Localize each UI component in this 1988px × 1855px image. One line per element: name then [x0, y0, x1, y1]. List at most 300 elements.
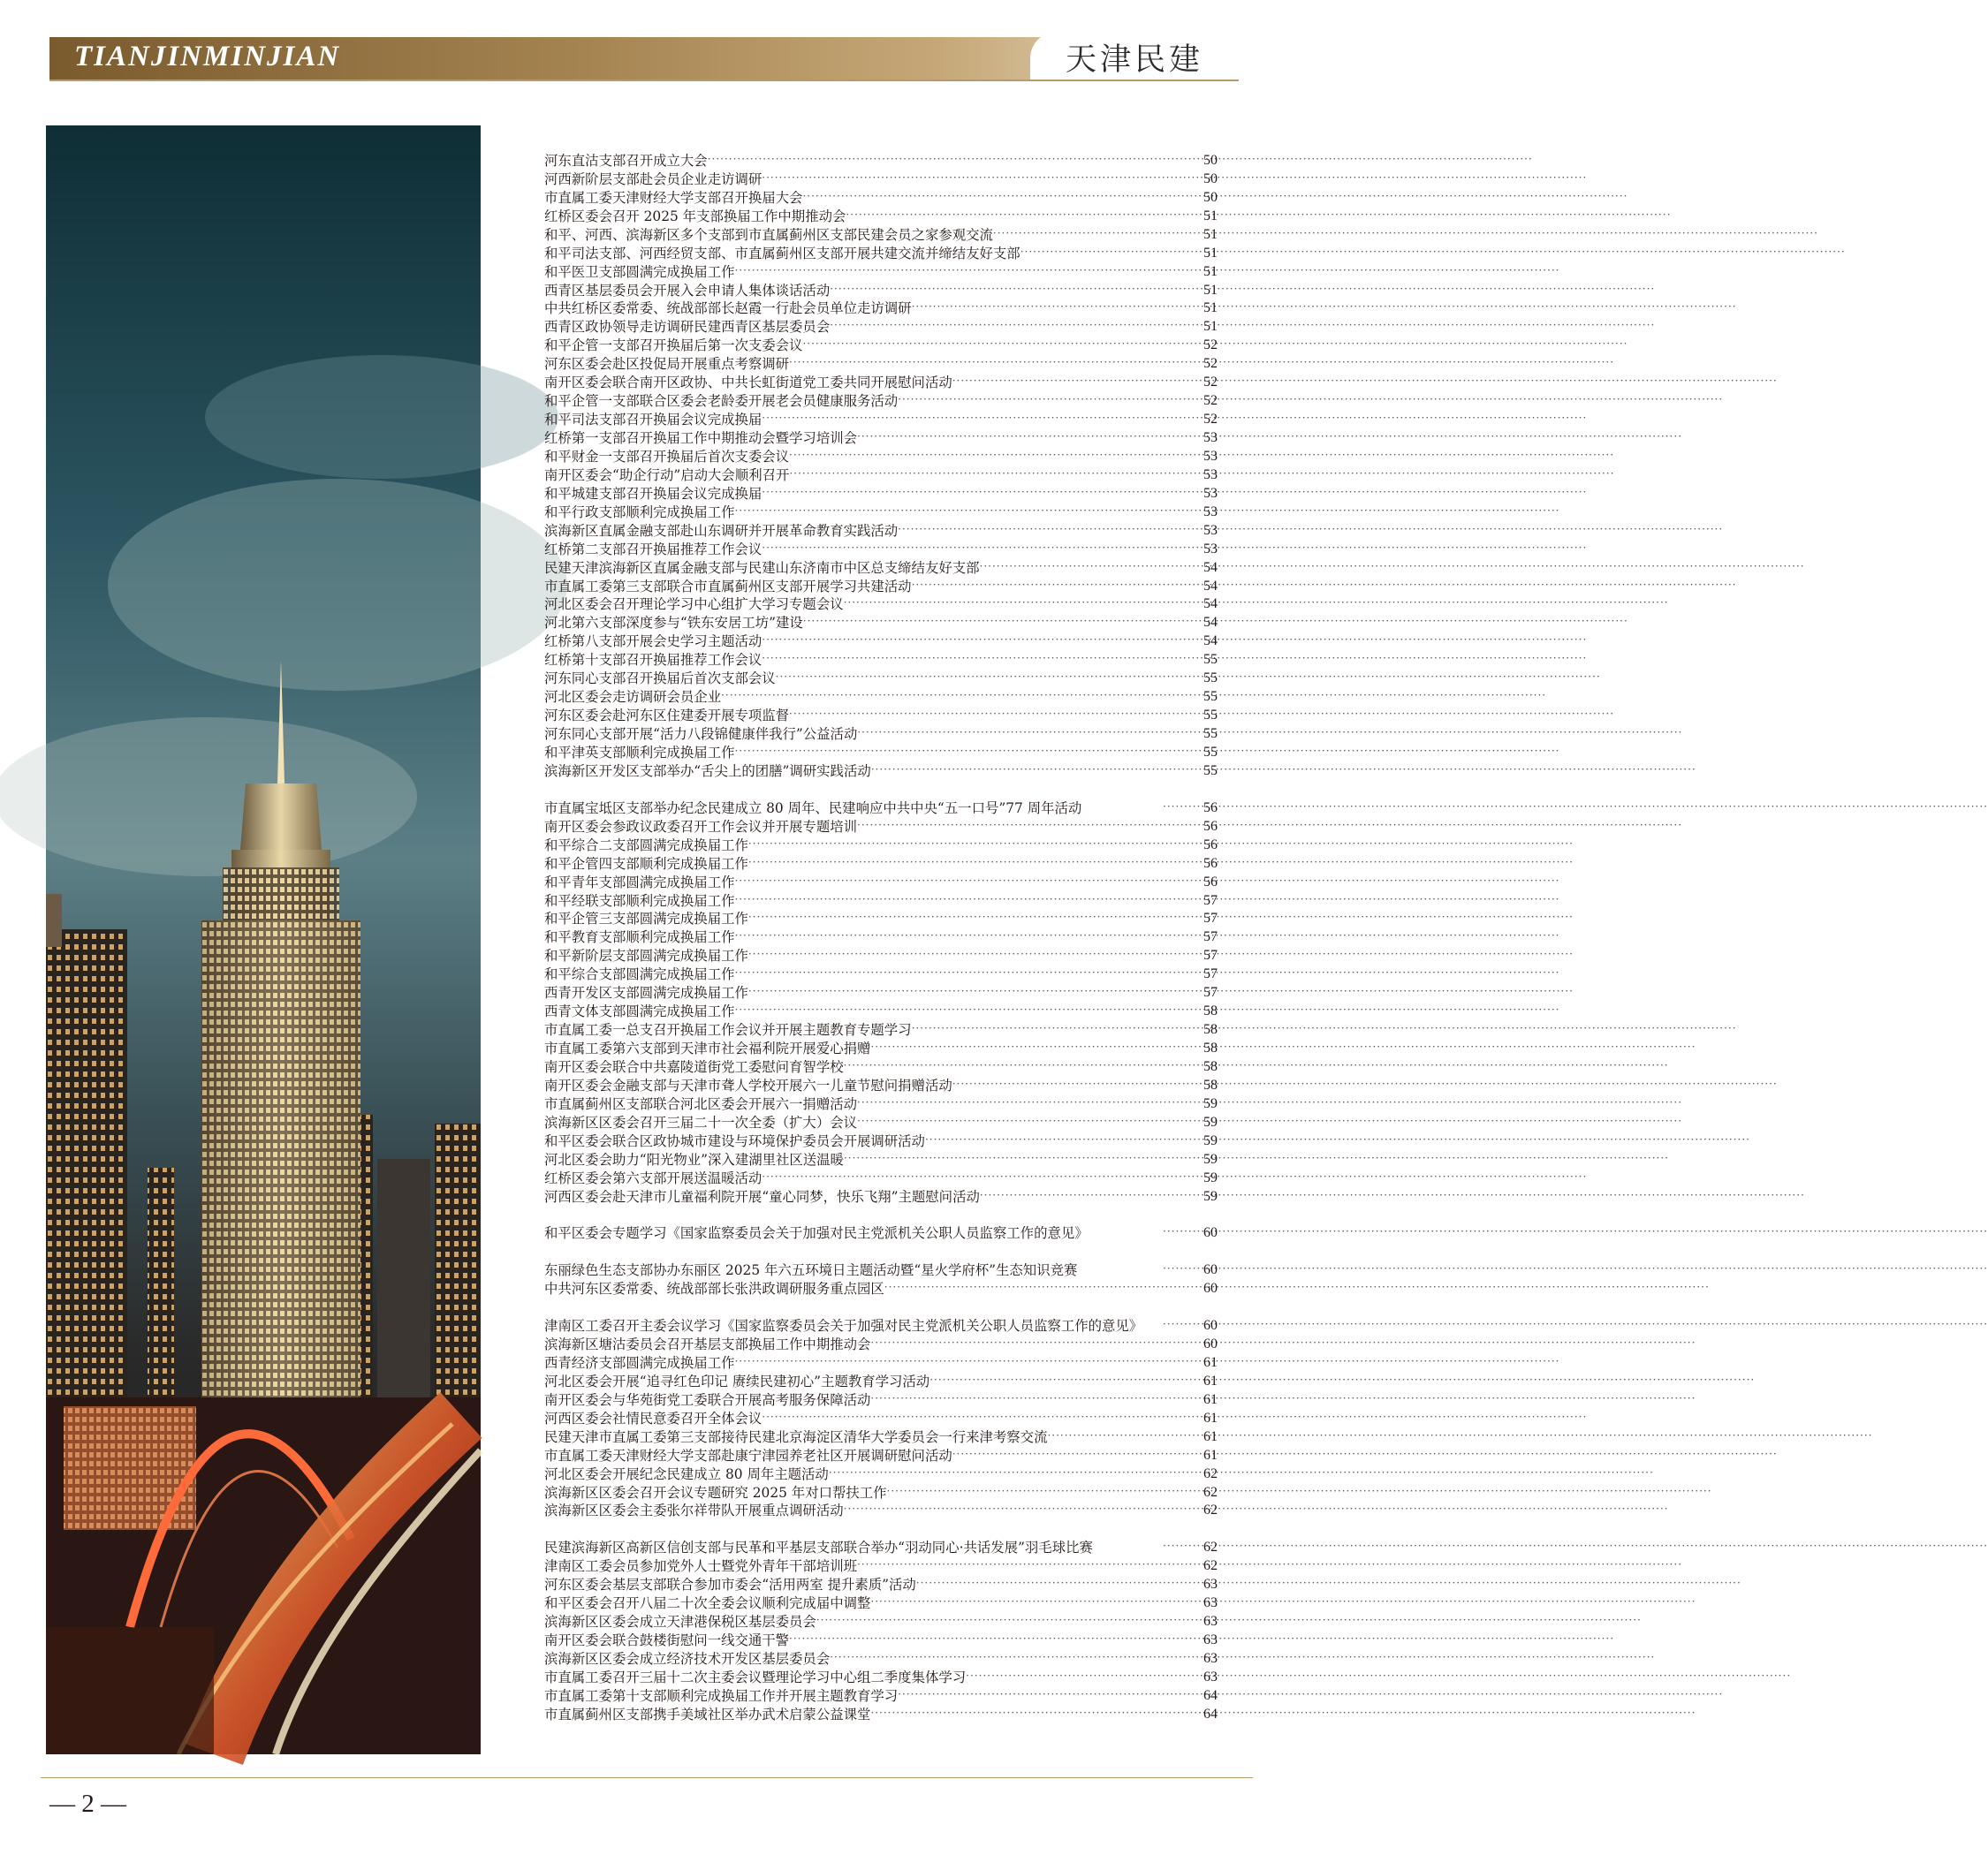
toc-entry[interactable]: [544, 855, 1218, 874]
toc-leader-dots: [789, 353, 1195, 374]
toc-entry[interactable]: [544, 1410, 1218, 1428]
toc-entry-page: 51: [1203, 282, 1218, 298]
toc-entry-page: 52: [1203, 356, 1218, 372]
toc-entry-page: 64: [1203, 1706, 1218, 1722]
toc-leader-dots: [734, 1001, 1195, 1021]
toc-entry[interactable]: [544, 1077, 1218, 1095]
toc-leader-dots: [844, 1149, 1195, 1170]
toc-entry-page: 58: [1203, 1077, 1218, 1093]
toc-leader-dots: [830, 1648, 1195, 1669]
toc-leader-dots: [870, 1389, 1195, 1410]
toc-entry[interactable]: [544, 910, 1218, 928]
toc-entry-title: 市直属工委天津财经大学支部召开换届大会: [544, 189, 803, 206]
toc-entry[interactable]: [544, 429, 1218, 448]
toc-leader-dots: [734, 742, 1195, 762]
toc-entry-page: 55: [1203, 726, 1218, 742]
toc-entry[interactable]: [544, 1040, 1218, 1058]
toc-leader-dots: [844, 1500, 1195, 1520]
toc-leader-dots: [952, 1075, 1195, 1095]
toc-entry-title: 滨海新区开发区支部举办“舌尖上的团膳”调研实践活动: [544, 762, 871, 779]
toc-leader-dots: [912, 298, 1195, 318]
toc-leader-dots: [776, 668, 1195, 688]
toc-leader-dots: [734, 964, 1195, 984]
toc-entry[interactable]: [544, 1095, 1218, 1114]
city-night-skyline-image: [46, 125, 481, 1754]
toc-entry[interactable]: [544, 632, 1218, 651]
toc-entry-page: 62: [1203, 1558, 1218, 1574]
toc-entry-title: 和平区委会联合区政协城市建设与环境保护委员会开展调研活动: [544, 1132, 925, 1149]
toc-entry-title: 西青开发区支部圆满完成换届工作: [544, 985, 748, 1002]
toc-entry-page: 63: [1203, 1632, 1218, 1648]
toc-entry-page: 59: [1203, 1095, 1218, 1111]
toc-entry[interactable]: [544, 1114, 1218, 1132]
toc-entry-page: 55: [1203, 670, 1218, 686]
toc-entry[interactable]: [544, 318, 1218, 337]
toc-entry-title: 西青区政协领导走访调研民建西青区基层委员会: [544, 319, 831, 336]
footer-rule: [41, 1777, 1253, 1778]
toc-entry-page: 50: [1203, 170, 1218, 186]
toc-entry[interactable]: [544, 1336, 1218, 1354]
toc-entry-title: 和平综合支部圆满完成换届工作: [544, 966, 735, 983]
toc-entry-title: 民建天津市直属工委第三支部接待民建北京海淀区清华大学委员会一行来津考察交流: [544, 1428, 1048, 1445]
toc-entry-title: 和平新阶层支部圆满完成换届工作: [544, 948, 748, 965]
toc-entry-title: 和平司法支部召开换届会议完成换届: [544, 412, 763, 428]
toc-entry[interactable]: [544, 1021, 1218, 1040]
toc-entry[interactable]: [544, 1594, 1218, 1613]
toc-entry-title: 河东区委会赴区投促局开展重点考察调研: [544, 356, 790, 373]
toc-entry-title: 河西区委会赴天津市儿童福利院开展“童心同梦，快乐飞翔”主题慰问活动: [544, 1188, 980, 1205]
toc-entry-title: 和平企管四支部顺利完成换届工作: [544, 855, 748, 872]
toc-entry[interactable]: [544, 984, 1218, 1003]
toc-entry-title: 市直属蓟州区支部联合河北区委会开展六一捐赠活动: [544, 1095, 857, 1112]
toc-entry-title: 西青区基层委员会开展入会申请人集体谈话活动: [544, 282, 831, 299]
toc-leader-dots: [762, 169, 1195, 189]
toc-entry[interactable]: [544, 725, 1218, 744]
toc-leader-dots: [1021, 243, 1195, 263]
toc-entry-page: 55: [1203, 762, 1218, 778]
toc-leader-dots: [748, 835, 1195, 855]
toc-entry[interactable]: [544, 374, 1218, 392]
toc-leader-dots: [1047, 1427, 1195, 1447]
toc-leader-dots: [1163, 1315, 1195, 1336]
toc-entry[interactable]: [544, 300, 1218, 319]
toc-entry-page: 57: [1203, 911, 1218, 927]
toc-entry-title: 河北区委会开展“追寻红色印记 赓续民建初心”主题教育学习活动: [544, 1373, 930, 1389]
toc-entry-page: 51: [1203, 245, 1218, 261]
toc-entry[interactable]: [544, 448, 1218, 466]
toc-leader-dots: [952, 372, 1195, 392]
toc-entry-title: 红桥区委会召开 2025 年支部换届工作中期推动会: [544, 208, 846, 224]
toc-entry[interactable]: [544, 170, 1218, 189]
toc-entry-title: 市直属工委第六支部到天津市社会福利院开展爱心捐赠: [544, 1041, 871, 1056]
toc-leader-dots: [829, 1464, 1195, 1484]
toc-entry-page: 56: [1203, 818, 1218, 834]
toc-entry-title: 滨海新区塘沽委员会召开基层支部换届工作中期推动会: [544, 1336, 871, 1353]
toc-entry[interactable]: [544, 874, 1218, 892]
toc-entry-title: 市直属工委第十支部顺利完成换届工作并开展主题教育学习: [544, 1687, 899, 1704]
toc-entry[interactable]: [544, 226, 1218, 245]
header-chinese-title: 天津民建: [1065, 42, 1203, 78]
toc-entry[interactable]: [544, 1280, 1218, 1298]
toc-entry[interactable]: [544, 1132, 1218, 1151]
toc-entry-title: 和平综合二支部圆满完成换届工作: [544, 837, 748, 853]
toc-entry-page: 58: [1203, 1058, 1218, 1074]
toc-entry[interactable]: [544, 1151, 1218, 1170]
toc-entry[interactable]: [544, 1557, 1218, 1576]
toc-entry[interactable]: [544, 1650, 1218, 1669]
toc-entry-title: 市直属工委天津财经大学支部赴康宁津园养老社区开展调研慰问活动: [544, 1447, 952, 1464]
toc-leader-dots: [803, 612, 1195, 632]
toc-leader-dots: [762, 1408, 1195, 1428]
toc-entry-page: 55: [1203, 744, 1218, 760]
toc-entry-title: 和平、河西、滨海新区多个支部到市直属蓟州区支部民建会员之家参观交流: [544, 226, 993, 243]
table-of-contents: [544, 152, 1218, 1724]
toc-entry-title: 津南区工委会员参加党外人士暨党外青年干部培训班: [544, 1558, 857, 1575]
toc-leader-dots: [844, 1056, 1195, 1077]
toc-leader-dots: [1163, 1537, 1195, 1557]
toc-entry-page: 59: [1203, 1170, 1218, 1185]
toc-entry-title: 南开区委会联合南开区政协、中共长虹街道党工委共同开展慰问活动: [544, 375, 952, 391]
toc-leader-dots: [1163, 1223, 1195, 1243]
toc-entry-page: 50: [1203, 189, 1218, 205]
toc-entry[interactable]: [544, 837, 1218, 855]
toc-entry[interactable]: [544, 596, 1218, 615]
toc-entry[interactable]: [544, 1687, 1218, 1706]
toc-leader-dots: [734, 261, 1195, 282]
toc-leader-dots: [1163, 1260, 1195, 1280]
toc-leader-dots: [887, 1482, 1195, 1503]
toc-entry-page: 57: [1203, 966, 1218, 982]
toc-entry-page: 60: [1203, 1336, 1218, 1352]
toc-leader-dots: [857, 723, 1195, 744]
toc-leader-dots: [762, 631, 1195, 651]
toc-entry[interactable]: [544, 670, 1218, 688]
toc-entry-title: 市直属工委召开三届十二次主委会议暨理论学习中心组二季度集体学习: [544, 1669, 967, 1685]
toc-entry-title: 红桥第十支部召开换届推荐工作会议: [544, 652, 763, 669]
toc-entry-page: 52: [1203, 337, 1218, 353]
toc-leader-dots: [721, 686, 1195, 707]
toc-entry[interactable]: [544, 1613, 1218, 1632]
toc-leader-dots: [857, 1112, 1195, 1132]
toc-entry-title: 市直属宝坻区支部举办纪念民建成立 80 周年、民建响应中共中央“五一口号”77 周年活动: [544, 799, 1082, 816]
toc-entry-title: 河东区委会基层支部联合参加市委会“活用两室 提升素质”活动: [544, 1577, 916, 1594]
toc-entry-page: 62: [1203, 1465, 1218, 1481]
toc-entry[interactable]: [544, 1669, 1218, 1687]
toc-entry[interactable]: [544, 1503, 1218, 1521]
toc-entry[interactable]: [544, 245, 1218, 263]
toc-entry-page: 61: [1203, 1354, 1218, 1370]
toc-entry[interactable]: [544, 189, 1218, 208]
toc-entry-page: 57: [1203, 892, 1218, 908]
toc-entry-page: 61: [1203, 1410, 1218, 1426]
toc-leader-dots: [762, 1168, 1195, 1188]
toc-entry[interactable]: [544, 781, 1218, 818]
toc-entry-title: 中共河东区委常委、统战部部长张洪政调研服务重点园区: [544, 1281, 884, 1298]
toc-entry[interactable]: [544, 1170, 1218, 1188]
toc-entry-title: 和平区委会召开八届二十次全委会议顺利完成届中调整: [544, 1595, 871, 1612]
toc-entry[interactable]: [544, 337, 1218, 355]
toc-entry[interactable]: [544, 504, 1218, 522]
toc-leader-dots: [789, 465, 1195, 485]
toc-entry-page: 58: [1203, 1022, 1218, 1038]
toc-leader-dots: [857, 816, 1195, 837]
header-latin-title: TIANJINMINJIAN: [74, 41, 341, 72]
toc-entry[interactable]: [544, 1206, 1218, 1243]
toc-entry[interactable]: [544, 559, 1218, 578]
toc-entry-title: 和平企管一支部联合区委会老龄委开展老会员健康服务活动: [544, 393, 899, 410]
toc-leader-dots: [980, 1186, 1195, 1207]
toc-entry[interactable]: [544, 947, 1218, 965]
toc-leader-dots: [952, 1445, 1195, 1465]
toc-entry-title: 红桥第八支部开展会史学习主题活动: [544, 633, 763, 650]
toc-entry-page: 56: [1203, 799, 1218, 815]
toc-entry[interactable]: [544, 522, 1218, 541]
toc-entry[interactable]: [544, 282, 1218, 300]
toc-entry-page: 60: [1203, 1262, 1218, 1278]
toc-entry[interactable]: [544, 892, 1218, 911]
toc-entry-page: 62: [1203, 1540, 1218, 1556]
toc-leader-dots: [762, 409, 1195, 429]
toc-entry-page: 60: [1203, 1225, 1218, 1241]
toc-leader-dots: [830, 316, 1195, 337]
toc-entry-title: 滨海新区区委会成立经济技术开发区基层委员会: [544, 1651, 831, 1667]
toc-entry-page: 59: [1203, 1188, 1218, 1204]
toc-entry-page: 54: [1203, 596, 1218, 612]
toc-entry-title: 南开区委会金融支部与天津市聋人学校开展六一儿童节慰问捐赠活动: [544, 1077, 952, 1094]
toc-leader-dots: [802, 335, 1195, 355]
toc-leader-dots: [966, 1667, 1195, 1687]
toc-entry-title: 河东同心支部召开换届后首次支部会议: [544, 670, 776, 687]
page-number: — 2 —: [49, 1790, 126, 1818]
toc-entry-page: 59: [1203, 1151, 1218, 1167]
toc-entry-title: 南开区委会参政议政委召开工作会议并开展专题培训: [544, 818, 857, 835]
toc-entry-page: 57: [1203, 985, 1218, 1001]
toc-entry-page: 53: [1203, 504, 1218, 519]
toc-entry-page: 61: [1203, 1391, 1218, 1407]
toc-leader-dots: [912, 576, 1195, 596]
toc-entry-title: 滨海新区区委会召开三届二十一次全委（扩大）会议: [544, 1114, 857, 1131]
toc-entry-title: 和平区委会专题学习《国家监察委员会关于加强对民主党派机关公职人员监察工作的意见》: [544, 1225, 1089, 1242]
toc-leader-dots: [870, 1593, 1195, 1613]
toc-entry[interactable]: [544, 818, 1218, 837]
toc-entry[interactable]: [544, 762, 1218, 781]
toc-entry-page: 54: [1203, 578, 1218, 594]
toc-leader-dots: [708, 150, 1195, 170]
toc-entry[interactable]: [544, 1188, 1218, 1207]
toc-entry-title: 河北区委会开展纪念民建成立 80 周年主题活动: [544, 1465, 829, 1482]
toc-entry[interactable]: [544, 1243, 1218, 1280]
toc-entry-title: 市直属蓟州区支部携手美域社区举办武术启蒙公益课堂: [544, 1706, 871, 1722]
toc-entry-page: 57: [1203, 948, 1218, 964]
toc-leader-dots: [734, 502, 1195, 522]
toc-entry-page: 55: [1203, 708, 1218, 723]
toc-entry-page: 51: [1203, 300, 1218, 316]
toc-leader-dots: [871, 761, 1195, 781]
toc-entry-page: 56: [1203, 874, 1218, 890]
toc-entry-title: 红桥第一支部召开换届工作中期推动会暨学习培训会: [544, 430, 857, 447]
toc-entry-page: 53: [1203, 522, 1218, 538]
toc-entry-title: 民建滨海新区高新区信创支部与民革和平基层支部联合举办“羽动同心·共话发展”羽毛球比赛: [544, 1540, 1093, 1556]
toc-entry[interactable]: [544, 355, 1218, 374]
toc-entry[interactable]: [544, 744, 1218, 762]
toc-entry[interactable]: [544, 1465, 1218, 1484]
toc-leader-dots: [857, 1556, 1195, 1576]
toc-entry-page: 55: [1203, 689, 1218, 705]
toc-entry-page: 63: [1203, 1577, 1218, 1593]
toc-entry-title: 和平青年支部圆满完成换届工作: [544, 874, 735, 890]
toc-leader-dots: [789, 705, 1195, 725]
toc-entry[interactable]: [544, 1576, 1218, 1594]
toc-entry[interactable]: [544, 1520, 1218, 1557]
toc-entry-title: 河北区委会走访调研会员企业: [544, 689, 722, 706]
toc-entry-page: 58: [1203, 1041, 1218, 1056]
toc-entry-title: 和平津英支部顺利完成换届工作: [544, 744, 735, 761]
toc-entry[interactable]: [544, 485, 1218, 504]
toc-entry-title: 市直属工委第三支部联合市直属蓟州区支部开展学习共建活动: [544, 578, 912, 594]
header-rule: [49, 80, 1239, 81]
toc-entry[interactable]: [544, 965, 1218, 984]
toc-entry-title: 河西区委会社情民意委召开全体会议: [544, 1410, 763, 1427]
toc-entry-page: 53: [1203, 448, 1218, 464]
toc-entry-page: 51: [1203, 263, 1218, 279]
toc-entry-page: 60: [1203, 1318, 1218, 1334]
toc-leader-dots: [734, 927, 1195, 947]
toc-entry-page: 63: [1203, 1595, 1218, 1611]
toc-entry-title: 西青经济支部圆满完成换届工作: [544, 1354, 735, 1371]
toc-entry-title: 南开区委会与华苑街党工委联合开展高考服务保障活动: [544, 1391, 871, 1408]
toc-entry-page: 53: [1203, 541, 1218, 556]
toc-leader-dots: [748, 853, 1195, 874]
toc-entry-page: 57: [1203, 929, 1218, 945]
toc-entry-page: 59: [1203, 1132, 1218, 1148]
toc-leader-dots: [1163, 798, 1195, 818]
toc-entry-page: 61: [1203, 1373, 1218, 1389]
toc-entry[interactable]: [544, 1632, 1218, 1650]
toc-entry[interactable]: [544, 208, 1218, 226]
toc-entry-page: 53: [1203, 485, 1218, 501]
toc-leader-dots: [762, 483, 1195, 504]
toc-leader-dots: [930, 1371, 1195, 1391]
toc-entry[interactable]: [544, 1354, 1218, 1373]
toc-leader-dots: [734, 1352, 1195, 1373]
toc-entry[interactable]: [544, 1298, 1218, 1336]
toc-entry-title: 滨海新区区委会主委张尔祥带队开展重点调研活动: [544, 1503, 844, 1519]
toc-entry-title: 南开区委会联合鼓楼街慰问一线交通干警: [544, 1632, 790, 1649]
toc-entry-page: 54: [1203, 633, 1218, 649]
toc-leader-dots: [916, 1574, 1195, 1594]
toc-leader-dots: [870, 1038, 1195, 1058]
toc-entry[interactable]: [544, 1373, 1218, 1391]
toc-entry[interactable]: [544, 614, 1218, 632]
toc-leader-dots: [898, 1685, 1195, 1706]
toc-entry-page: 64: [1203, 1687, 1218, 1703]
toc-entry-page: 53: [1203, 430, 1218, 446]
toc-entry[interactable]: [544, 541, 1218, 559]
toc-leader-dots: [884, 1278, 1195, 1298]
toc-entry-page: 56: [1203, 855, 1218, 871]
toc-entry-title: 河西新阶层支部赴会员企业走访调研: [544, 170, 763, 187]
toc-entry-title: 滨海新区直属金融支部赴山东调研并开展革命教育实践活动: [544, 522, 899, 539]
toc-entry-title: 和平医卫支部圆满完成换届工作: [544, 263, 735, 280]
toc-entry[interactable]: [544, 1003, 1218, 1021]
toc-entry[interactable]: [544, 1391, 1218, 1410]
toc-entry-title: 中共红桥区委常委、统战部部长赵霞一行赴会员单位走访调研: [544, 300, 912, 317]
toc-leader-dots: [789, 446, 1195, 466]
toc-leader-dots: [898, 390, 1195, 411]
toc-entry-title: 南开区委会“助企行动”启动大会顺利召开: [544, 466, 790, 483]
toc-entry-title: 和平司法支部、河西经贸支部、市直属蓟州区支部开展共建交流并缔结友好支部: [544, 245, 1021, 261]
toc-entry[interactable]: [544, 651, 1218, 670]
toc-entry-title: 河东区委会赴河东区住建委开展专项监督: [544, 708, 790, 724]
toc-entry-title: 和平经联支部顺利完成换届工作: [544, 892, 735, 909]
toc-leader-dots: [844, 594, 1195, 614]
toc-leader-dots: [857, 428, 1195, 448]
toc-leader-dots: [734, 872, 1195, 892]
toc-entry[interactable]: [544, 1058, 1218, 1077]
toc-leader-dots: [789, 1630, 1195, 1650]
toc-entry[interactable]: [544, 1447, 1218, 1465]
toc-entry[interactable]: [544, 1484, 1218, 1503]
toc-entry-page: 63: [1203, 1651, 1218, 1666]
toc-leader-dots: [762, 539, 1195, 559]
toc-leader-dots: [830, 280, 1195, 300]
toc-entry-page: 60: [1203, 1281, 1218, 1297]
toc-entry[interactable]: [544, 466, 1218, 485]
toc-entry[interactable]: [544, 1706, 1218, 1724]
toc-entry-title: 和平城建支部召开换届会议完成换届: [544, 485, 763, 502]
toc-entry-title: 河北第六支部深度参与“铁东安居工坊”建设: [544, 615, 803, 632]
toc-leader-dots: [925, 1131, 1195, 1151]
toc-leader-dots: [762, 649, 1195, 670]
toc-entry-title: 和平企管一支部召开换届后第一次支委会议: [544, 337, 803, 354]
toc-leader-dots: [870, 1334, 1195, 1354]
toc-entry[interactable]: [544, 392, 1218, 411]
toc-entry-page: 58: [1203, 1003, 1218, 1019]
toc-entry-title: 和平行政支部顺利完成换届工作: [544, 504, 735, 520]
toc-entry-page: 54: [1203, 559, 1218, 575]
toc-entry-page: 61: [1203, 1428, 1218, 1444]
toc-leader-dots: [993, 224, 1195, 245]
toc-entry[interactable]: [544, 411, 1218, 429]
toc-entry-title: 河东同心支部开展“活力八段锦健康伴我行”公益活动: [544, 726, 858, 743]
toc-leader-dots: [734, 890, 1195, 911]
toc-entry-title: 河北区委会召开理论学习中心组扩大学习专题会议: [544, 596, 844, 613]
toc-entry[interactable]: [544, 1428, 1218, 1447]
toc-leader-dots: [748, 982, 1195, 1003]
toc-entry-page: 52: [1203, 412, 1218, 428]
toc-entry-page: 53: [1203, 466, 1218, 482]
toc-entry[interactable]: [544, 152, 1218, 170]
toc-entry-page: 55: [1203, 652, 1218, 668]
toc-entry[interactable]: [544, 263, 1218, 282]
toc-entry-title: 滨海新区区委会成立天津港保税区基层委员会: [544, 1614, 816, 1631]
toc-leader-dots: [980, 557, 1195, 578]
toc-leader-dots: [816, 1611, 1195, 1632]
toc-leader-dots: [857, 1094, 1195, 1114]
toc-entry-page: 62: [1203, 1503, 1218, 1518]
toc-entry[interactable]: [544, 688, 1218, 707]
page-header: [49, 37, 1239, 81]
toc-entry-page: 61: [1203, 1447, 1218, 1463]
toc-entry-page: 56: [1203, 837, 1218, 852]
toc-entry[interactable]: [544, 707, 1218, 725]
toc-entry-title: 南开区委会联合中共嘉陵道街党工委慰问育智学校: [544, 1058, 844, 1075]
toc-entry[interactable]: [544, 928, 1218, 947]
toc-entry-title: 红桥区委会第六支部开展送温暖活动: [544, 1170, 763, 1186]
toc-entry[interactable]: [544, 578, 1218, 596]
toc-leader-dots: [802, 187, 1195, 208]
toc-leader-dots: [748, 945, 1195, 965]
